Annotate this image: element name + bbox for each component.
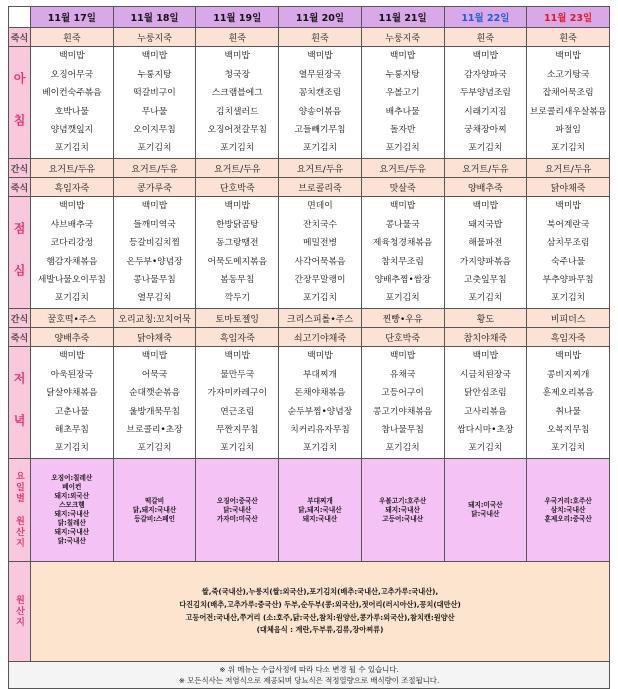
menu-item: 가지양파볶음 (459, 256, 511, 267)
menu-item: 포기김치 (468, 143, 503, 154)
menu-item: 아욱된장국 (50, 369, 94, 380)
dinner-cell (527, 347, 610, 459)
menu-item: 백미밥 (141, 201, 168, 212)
origin-entry: 베이컨 (62, 483, 82, 491)
juk-cell: 흰죽 (444, 28, 527, 47)
juk-cell: 흰죽 (31, 28, 114, 47)
breakfast-cell (444, 47, 527, 159)
menu-item: 포기김치 (385, 443, 420, 454)
menu-item: 누룽지탕 (385, 69, 420, 80)
snack-am-row (9, 159, 610, 178)
menu-item: 백미밥 (141, 51, 168, 62)
origin-entry: 등갈비:스페인 (134, 514, 175, 523)
menu-item: 한방닭곰탕 (216, 219, 259, 230)
snack-cell: 요거트/두유 (361, 159, 444, 178)
date-header-2: 11월 18일 (113, 7, 196, 28)
origin-entry: 돼지:국내산 (54, 510, 90, 518)
menu-list (527, 47, 609, 157)
origin-entry: 훈제오리:중국산 (544, 514, 592, 523)
menu-item: 호박나물 (54, 106, 89, 117)
dinner-cell (361, 347, 444, 459)
menu-list (362, 347, 444, 457)
menu-item: 치커리유자무침 (290, 424, 350, 435)
origin-line: (대체음식 : 계란,두부류,김류,장아찌류) (256, 625, 384, 635)
dinner-cell (31, 347, 114, 459)
date-header-1: 11월 17일 (31, 7, 114, 28)
origin-entry: 돼지:미국산 (468, 501, 503, 509)
juk-cell: 흑임자죽 (196, 328, 279, 347)
origin-day-cell (527, 459, 610, 562)
menu-item: 돼지국밥 (468, 219, 503, 230)
origin-lines (196, 497, 278, 524)
snack-cell: 요거트/두유 (527, 159, 610, 178)
origin-entry: 돼지:국내산 (54, 528, 90, 536)
menu-item: 햄감자채볶음 (46, 256, 98, 267)
snack-cell: 요거트/두유 (279, 159, 362, 178)
footer-note: ※ 위 메뉴는 수급사정에 따라 다소 변경 될 수 있습니다. (219, 665, 399, 674)
menu-item: 동그랑땡전 (216, 238, 259, 249)
menu-item: 온두부•양념장 (126, 256, 183, 267)
menu-list (31, 197, 113, 307)
menu-item: 누룽지탕 (137, 69, 172, 80)
menu-item: 포기김치 (385, 143, 420, 154)
menu-item: 콩비지찌개 (546, 369, 590, 380)
juk-cell: 브로콜리죽 (279, 178, 362, 197)
snack-cell: 황도 (444, 309, 527, 328)
menu-item: 돈채야채볶음 (294, 388, 346, 399)
menu-list (445, 347, 527, 457)
juk-label: 죽식 (9, 28, 31, 47)
snack-label: 간식 (9, 309, 31, 328)
lunch-cell (527, 197, 610, 309)
juk-label: 죽식 (9, 328, 31, 347)
dinner-label: 저 녁 (9, 347, 31, 459)
breakfast-cell (361, 47, 444, 159)
date-header-4: 11월 20일 (279, 7, 362, 28)
menu-item: 시금치된장국 (459, 369, 511, 380)
menu-list (196, 47, 278, 157)
menu-item: 콩고기야채볶음 (372, 406, 433, 417)
menu-item: 꽁치캔조림 (298, 88, 342, 99)
menu-item: 오징어무국 (50, 69, 94, 80)
juk-cell: 닭야채죽 (113, 328, 196, 347)
menu-item: 오징어젓갈무침 (207, 124, 267, 135)
menu-item: 백미밥 (307, 351, 333, 362)
menu-item: 무나물 (141, 106, 168, 117)
menu-item: 순대깻순볶음 (129, 388, 181, 399)
menu-item: 양송이볶음 (298, 106, 342, 117)
date-header-row (9, 7, 610, 28)
menu-item: 들깨미역국 (133, 219, 176, 230)
menu-list (362, 197, 444, 307)
menu-item: 김치샐러드 (216, 106, 259, 117)
menu-item: 파절임 (555, 124, 581, 135)
menu-item: 포기김치 (551, 293, 586, 304)
header-corner (9, 7, 31, 28)
menu-item: 우볼고기 (385, 88, 420, 99)
menu-item: 오복지무침 (546, 424, 590, 435)
menu-item: 참나물무침 (381, 424, 424, 435)
dinner-row (9, 347, 610, 459)
origin-general-label: 원산지 (9, 562, 31, 662)
menu-item: 포기김치 (385, 293, 420, 304)
menu-item: 포기김치 (54, 143, 89, 154)
menu-item: 떡갈비구이 (133, 88, 176, 99)
menu-item: 열무김치 (137, 293, 172, 304)
menu-item: 간장무말랭이 (294, 274, 346, 285)
juk-cell: 단호박죽 (196, 178, 279, 197)
juk-cell: 참치야채죽 (444, 328, 527, 347)
menu-item: 고등어구이 (381, 388, 424, 399)
menu-list (279, 47, 361, 157)
menu-item: 백미밥 (555, 51, 581, 62)
breakfast-cell (279, 47, 362, 159)
snack-cell: 꿀호떡•주스 (31, 309, 114, 328)
origin-day-cell (31, 459, 114, 562)
menu-item: 백미밥 (224, 201, 250, 212)
date-header-3: 11월 19일 (196, 7, 279, 28)
menu-item: 순두부찜•양념장 (287, 406, 353, 417)
menu-item: 고춘나물 (54, 406, 89, 417)
snack-cell: 찐빵•우유 (361, 309, 444, 328)
menu-item: 연근조림 (220, 406, 255, 417)
menu-list (114, 47, 196, 157)
menu-item: 숙주나물 (551, 256, 586, 267)
juk-cell: 흰죽 (279, 28, 362, 47)
origin-by-day-label: 요일별 원산지 (9, 459, 31, 562)
origin-entry: 삼치:국내산 (550, 505, 586, 514)
menu-item: 가자미카레구이 (207, 388, 267, 399)
menu-list (279, 197, 361, 307)
menu-item: 백미밥 (389, 351, 416, 362)
origin-day-cell (279, 459, 362, 562)
origin-entry: 닭:칠레산 (57, 519, 86, 527)
origin-entry: 돼지:국내산 (385, 505, 420, 514)
breakfast-cell (31, 47, 114, 159)
menu-item: 어묵국 (141, 369, 168, 380)
menu-item: 시래기지짐 (464, 106, 507, 117)
menu-item: 브로콜리새우살볶음 (529, 106, 607, 117)
menu-item: 포기김치 (551, 143, 586, 154)
snack-cell: 요거트/두유 (31, 159, 114, 178)
juk-cell: 콩가루죽 (113, 178, 196, 197)
menu-item: 포기김치 (551, 443, 586, 454)
menu-item: 고춧잎무침 (464, 274, 507, 285)
origin-entry: 오징어:중국산 (216, 496, 258, 505)
lunch-cell (361, 197, 444, 309)
footer-notes (9, 662, 610, 689)
menu-item: 삼치무조림 (546, 238, 590, 249)
juk-label: 죽식 (9, 178, 31, 197)
origin-lines (445, 501, 527, 519)
menu-item: 열무된장국 (298, 69, 342, 80)
origin-line: 다진김치(배추,고추가루:중국산) 두부,순두부(콩:외국산),젓어리(러시아산),꽁치(대만산) (179, 599, 461, 609)
snack-cell: 요거트/두유 (113, 159, 196, 178)
menu-item: 포기김치 (302, 143, 337, 154)
menu-item: 백미밥 (59, 51, 85, 62)
menu-item: 쌈다시마•초장 (457, 424, 514, 435)
menu-list (196, 197, 278, 307)
dinner-cell (113, 347, 196, 459)
origin-entry: 닭:국내산 (57, 537, 86, 545)
menu-list (114, 197, 196, 307)
menu-item: 제육청경채볶음 (372, 238, 433, 249)
menu-item: 고사리볶음 (464, 406, 507, 417)
origin-lines (279, 497, 361, 524)
menu-item: 백미밥 (472, 351, 499, 362)
menu-item: 포기김치 (220, 143, 255, 154)
lunch-cell (113, 197, 196, 309)
menu-item: 물만두국 (220, 369, 255, 380)
menu-item: 코다리강정 (50, 238, 94, 249)
origin-entry: 우국거리:호주산 (544, 496, 592, 505)
menu-item: 유채국 (389, 369, 416, 380)
date-header-5: 11월 21일 (361, 7, 444, 28)
menu-list (362, 47, 444, 157)
menu-item: 부추양파무침 (542, 274, 594, 285)
juk-cell: 흑임자죽 (527, 328, 610, 347)
menu-item: 양배추찜•쌈장 (374, 274, 431, 285)
origin-general-row (9, 562, 610, 662)
menu-item: 포기김치 (220, 443, 255, 454)
menu-list (31, 347, 113, 457)
origin-entry: 가자미:미국산 (216, 514, 258, 523)
menu-item: 청국장 (224, 69, 250, 80)
menu-list (31, 47, 113, 157)
menu-item: 닭살야채볶음 (46, 388, 98, 399)
juk-cell: 흑임자죽 (31, 178, 114, 197)
lunch-cell (444, 197, 527, 309)
lunch-row (9, 197, 610, 309)
origin-day-cell (444, 459, 527, 562)
origin-entry: 고등어:국내산 (382, 514, 424, 523)
menu-item: 백미밥 (472, 201, 499, 212)
lunch-cell (279, 197, 362, 309)
juk-cell: 맛살죽 (361, 178, 444, 197)
snack-cell: 비피더스 (527, 309, 610, 328)
origin-day-cell (361, 459, 444, 562)
breakfast-juk-row (9, 28, 610, 47)
menu-item: 부대찌개 (302, 369, 337, 380)
origin-entry: 우볼고기:호주산 (379, 496, 427, 505)
menu-item: 참치무조림 (381, 256, 424, 267)
juk-cell: 누룽지죽 (361, 28, 444, 47)
date-header-6: 11월 22일 (444, 7, 527, 28)
menu-item: 북어계란국 (546, 219, 590, 230)
juk-cell: 양배추죽 (444, 178, 527, 197)
menu-item: 잡채어묵조림 (542, 88, 594, 99)
menu-item: 포기김치 (468, 443, 503, 454)
origin-general-cell (31, 562, 610, 662)
menu-item: 훈제오리볶음 (542, 388, 594, 399)
breakfast-label: 아 침 (9, 47, 31, 159)
dinner-juk-row (9, 328, 610, 347)
menu-item: 샤브배추국 (50, 219, 94, 230)
menu-list (527, 347, 609, 457)
lunch-juk-row (9, 178, 610, 197)
origin-entry: 돼지:국내산 (302, 514, 338, 523)
origin-lines (527, 497, 609, 524)
menu-item: 포기김치 (54, 293, 89, 304)
origin-entry: 떡갈비 (145, 496, 165, 505)
origin-lines (362, 497, 444, 524)
juk-cell: 닭야채죽 (527, 178, 610, 197)
menu-item: 백미밥 (141, 351, 168, 362)
juk-cell: 누룽지죽 (113, 28, 196, 47)
snack-cell: 크리스피롤•주스 (279, 309, 362, 328)
snack-cell: 토마토젤잉 (196, 309, 279, 328)
breakfast-cell (196, 47, 279, 159)
origin-entry: 부대찌개 (307, 496, 333, 505)
menu-item: 백미밥 (555, 201, 581, 212)
menu-item: 세발나물오이무침 (37, 274, 106, 285)
snack-cell: 오리교칭:꼬치어묵 (113, 309, 196, 328)
menu-item: 닭안심조림 (464, 388, 507, 399)
origin-day-cell (196, 459, 279, 562)
lunch-cell (31, 197, 114, 309)
menu-list (445, 47, 527, 157)
menu-item: 소고기탕국 (546, 69, 590, 80)
snack-cell: 요거트/두유 (196, 159, 279, 178)
dinner-cell (279, 347, 362, 459)
menu-item: 두부양념조림 (459, 88, 511, 99)
menu-item: 해초무침 (54, 424, 89, 435)
menu-item: 콩나물국 (385, 219, 420, 230)
menu-item: 등갈비김치찜 (129, 238, 181, 249)
menu-list (527, 197, 609, 307)
menu-item: 백미밥 (555, 351, 581, 362)
juk-cell: 양배추죽 (31, 328, 114, 347)
menu-item: 해물파전 (468, 238, 503, 249)
weekly-menu-table (8, 6, 610, 689)
footer-row (9, 662, 610, 689)
origin-entry: 스모크햄 (59, 501, 85, 509)
breakfast-row (9, 47, 610, 159)
menu-item: 백미밥 (472, 51, 499, 62)
origin-entry: 닭,돼지:국내산 (298, 505, 342, 514)
menu-item: 포기김치 (54, 443, 89, 454)
menu-item: 포기김치 (137, 143, 172, 154)
menu-item: 백미밥 (389, 51, 416, 62)
lunch-label: 점 심 (9, 197, 31, 309)
juk-cell: 흰죽 (527, 28, 610, 47)
menu-item: 백미밥 (389, 201, 416, 212)
origin-lines (31, 474, 113, 546)
menu-item: 울방개묵무침 (129, 406, 181, 417)
menu-item: 콩나물무침 (133, 274, 176, 285)
menu-list (279, 347, 361, 457)
menu-item: 백미밥 (59, 201, 85, 212)
menu-item: 고들빼기무침 (294, 124, 346, 135)
origin-line: 쌀,죽(국내산),누룽지(쌀:외국산),포기김치(배추:국내산,고추가루:국내산), (201, 587, 439, 597)
menu-item: 감자양파국 (464, 69, 507, 80)
menu-item: 스크램블에그 (211, 88, 263, 99)
origin-day-cell (113, 459, 196, 562)
menu-item: 메밀전병 (302, 238, 337, 249)
origin-lines (114, 497, 196, 524)
menu-item: 배추나물 (385, 106, 420, 117)
origin-by-day-row (9, 459, 610, 562)
menu-item: 깍두기 (224, 293, 250, 304)
breakfast-cell (527, 47, 610, 159)
juk-cell: 흰죽 (196, 28, 279, 47)
menu-item: 백미밥 (224, 351, 250, 362)
menu-item: 포기김치 (302, 443, 337, 454)
menu-item: 양념깻잎지 (50, 124, 94, 135)
menu-item: 포기김치 (468, 293, 503, 304)
menu-list (196, 347, 278, 457)
menu-item: 백미밥 (224, 51, 250, 62)
origin-entry: 닭:국내산 (471, 510, 500, 518)
footer-note: ※ 모든식사는 저염식으로 제공되며 당뇨식은 적정열량으로 배식량이 조절됩니다. (178, 676, 440, 685)
menu-item: 포기김치 (302, 293, 337, 304)
menu-item: 백미밥 (59, 351, 85, 362)
menu-item: 궁채장아찌 (464, 124, 507, 135)
menu-item: 잔치국수 (302, 219, 337, 230)
dinner-cell (444, 347, 527, 459)
menu-item: 오이지무침 (133, 124, 176, 135)
dinner-cell (196, 347, 279, 459)
lunch-cell (196, 197, 279, 309)
menu-list (114, 347, 196, 457)
snack-pm-row (9, 309, 610, 328)
menu-item: 브로콜리•초장 (126, 424, 183, 435)
origin-entry: 닭,돼지:국내산 (132, 505, 177, 514)
menu-item: 돌자반 (389, 124, 416, 135)
menu-item: 어묵도메지볶음 (207, 256, 267, 267)
menu-item: 베이컨숙주볶음 (42, 88, 102, 99)
juk-cell: 단호박죽 (361, 328, 444, 347)
date-header-7: 11월 23일 (527, 7, 610, 28)
origin-line: 고등어전:국내산,쭈거리 (소:호주,닭:국산,참치:원양산,콩가루:외국산),참치캔:원양산 (185, 612, 455, 622)
breakfast-cell (113, 47, 196, 159)
origin-entry: 오징어:칠레산 (51, 474, 93, 482)
menu-item: 면데이 (307, 201, 333, 212)
menu-item: 포기김치 (137, 443, 172, 454)
snack-label: 간식 (9, 159, 31, 178)
snack-cell: 요거트/두유 (444, 159, 527, 178)
menu-list (445, 197, 527, 307)
juk-cell: 쇠고기야채죽 (279, 328, 362, 347)
menu-item: 무짠지무침 (216, 424, 259, 435)
menu-item: 사각어묵볶음 (294, 256, 346, 267)
origin-entry: 돼지:외국산 (54, 492, 90, 500)
menu-item: 취나물 (555, 406, 581, 417)
menu-item: 백미밥 (307, 51, 333, 62)
origin-entry: 닭:국내산 (223, 505, 252, 514)
menu-item: 봄동무침 (220, 274, 255, 285)
